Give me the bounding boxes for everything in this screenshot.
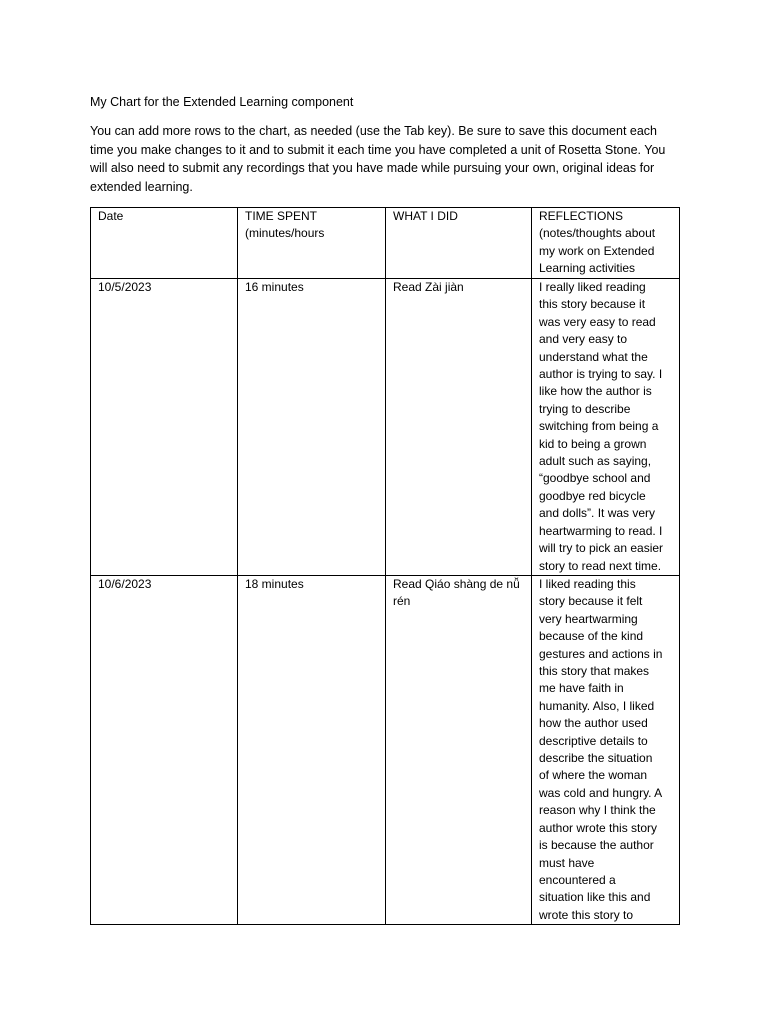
cell-text-line: rén <box>393 594 411 609</box>
intro-line: time you make changes to it and to submit it each time you have completed a unit of Rosetta Stone. You <box>90 142 666 157</box>
document-title: My Chart for the Extended Learning component <box>90 95 354 109</box>
cell-text-line: goodbye red bicycle <box>539 488 646 503</box>
cell-text-line: this story because it <box>539 297 646 312</box>
cell-text-line: story to read next time. <box>539 558 662 573</box>
cell-what-i-did[interactable] <box>386 576 532 925</box>
cell-text-line: Read Qiáo shàng de nǚ <box>393 577 520 591</box>
cell-text-line: and dolls”. It was very <box>539 506 656 521</box>
cell-text-line: author wrote this story <box>539 820 658 835</box>
cell-text-line: was cold and hungry. A <box>539 785 663 800</box>
cell-what-i-did[interactable] <box>386 279 532 576</box>
intro-line: will also need to submit any recordings that you have made while pursuing your own, original ideas for <box>90 161 655 175</box>
intro-paragraph <box>90 122 690 196</box>
cell-date[interactable] <box>91 576 238 925</box>
cell-text-line: was very easy to read <box>539 314 656 329</box>
intro-line: extended learning. <box>90 179 193 194</box>
cell-text-line: and very easy to <box>539 332 628 347</box>
cell-text-line: describe the situation <box>539 751 653 766</box>
cell-text-line: 16 minutes <box>245 280 304 294</box>
cell-text-line: I really liked reading <box>539 280 646 294</box>
cell-time-spent[interactable] <box>238 279 386 576</box>
header-row <box>91 208 680 279</box>
cell-text-line: me have faith in <box>539 681 624 696</box>
cell-text-line: TIME SPENT <box>245 209 318 223</box>
cell-text-line: Learning activities <box>539 261 636 276</box>
cell-text-line: I liked reading this <box>539 577 636 591</box>
cell-date[interactable] <box>91 279 238 576</box>
cell-text-line: wrote this story to <box>539 907 634 922</box>
cell-text-line: encountered a <box>539 872 616 887</box>
cell-text-line: adult such as saying, <box>539 454 652 469</box>
cell-text-line: is because the author <box>539 838 654 853</box>
table-row <box>91 576 680 925</box>
cell-text-line: switching from being a <box>539 419 659 434</box>
header-cell-what-i-did[interactable] <box>386 208 532 279</box>
cell-time-spent[interactable] <box>238 576 386 925</box>
cell-text-line: (minutes/hours <box>245 226 325 241</box>
cell-text-line: story because it felt <box>539 594 643 609</box>
intro-line: You can add more rows to the chart, as needed (use the Tab key). Be sure to save this document each <box>90 124 658 138</box>
cell-text-line: situation like this and <box>539 890 651 905</box>
cell-text-line: reason why I think the <box>539 803 656 818</box>
cell-text-line: will try to pick an easier <box>539 541 664 556</box>
cell-text-line: 10/5/2023 <box>98 280 152 294</box>
cell-reflections[interactable] <box>532 279 680 576</box>
cell-text-line: my work on Extended <box>539 243 655 258</box>
cell-text-line: “goodbye school and <box>539 471 651 486</box>
cell-text-line: this story that makes <box>539 664 650 679</box>
cell-text-line: very heartwarming <box>539 611 638 626</box>
cell-text-line: author is trying to say. I <box>539 367 663 382</box>
cell-text-line: kid to being a grown <box>539 436 647 451</box>
cell-text-line: must have <box>539 855 595 870</box>
cell-text-line: of where the woman <box>539 768 648 783</box>
cell-text-line: (notes/thoughts about <box>539 226 656 241</box>
cell-text-line: trying to describe <box>539 401 631 416</box>
cell-reflections[interactable] <box>532 576 680 925</box>
cell-text-line: because of the kind <box>539 629 644 644</box>
header-cell-date[interactable] <box>91 208 238 279</box>
cell-text-line: understand what the <box>539 349 648 364</box>
header-cell-time-spent[interactable] <box>238 208 386 279</box>
cell-text-line: descriptive details to <box>539 733 648 748</box>
cell-text-line: Read Zài jiàn <box>393 280 464 294</box>
cell-text-line: 10/6/2023 <box>98 577 152 591</box>
cell-text-line: Date <box>98 209 124 223</box>
table-row <box>91 279 680 576</box>
cell-text-line: 18 minutes <box>245 577 304 591</box>
cell-text-line: WHAT I DID <box>393 209 458 223</box>
cell-text-line: humanity. Also, I liked <box>539 698 655 713</box>
cell-text-line: how the author used <box>539 716 648 731</box>
header-cell-reflections[interactable] <box>532 208 680 279</box>
cell-text-line: gestures and actions in <box>539 646 663 661</box>
cell-text-line: heartwarming to read. I <box>539 523 663 538</box>
cell-text-line: like how the author is <box>539 384 652 399</box>
cell-text-line: REFLECTIONS <box>539 209 624 223</box>
extended-learning-chart <box>90 207 680 925</box>
